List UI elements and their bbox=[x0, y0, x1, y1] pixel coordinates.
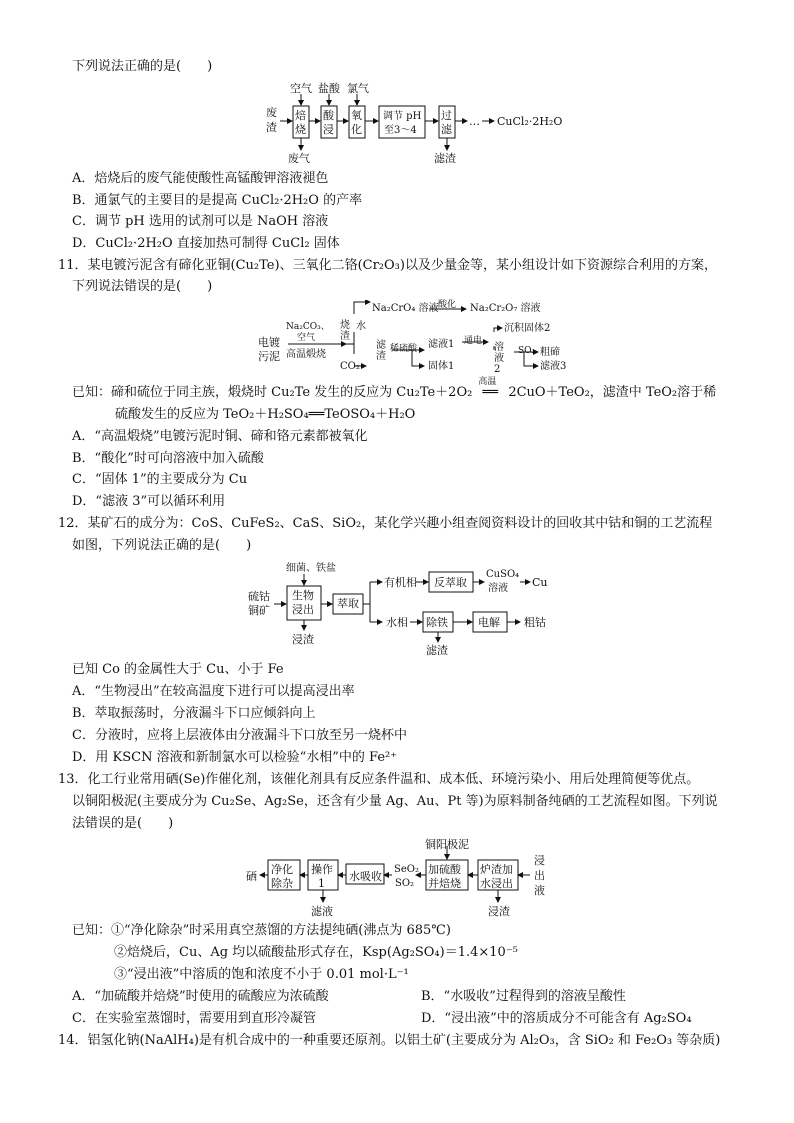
q11-shaozha: 烧渣 bbox=[340, 320, 350, 342]
q11-acidify: 酸化 bbox=[438, 300, 457, 310]
q11-known-1: 已知：碲和硫位于同主族，煅烧时 Cu₂Te 发生的反应为 Cu₂Te＋2O₂ 高温 ══ 2CuO＋TeO₂，滤渣中 TeO₂溶于稀 bbox=[72, 384, 716, 402]
q12-aqueous: 水相 bbox=[386, 616, 408, 629]
q13-option-d: D．“浸出液”中的溶质成分不可能含有 Ag₂SO₄ bbox=[421, 1011, 692, 1026]
q12-stem-2: 如图，下列说法正确的是( ) bbox=[72, 538, 252, 553]
q11-lvye3: 滤液3 bbox=[540, 361, 567, 372]
q10-input-air: 空气 bbox=[290, 82, 312, 95]
q14-stem: 14．铝氢化钠(NaAlH₄)是有机合成中的一种重要还原剂。以铝土矿(主要成分为 Al₂O₃，含 SiO₂ 和 Fe₂O₃ 等杂质) bbox=[58, 1033, 721, 1048]
q13-leach-residue: 浸渣 bbox=[488, 905, 510, 918]
q12-organic: 有机相 bbox=[384, 576, 417, 589]
q10-stem: 下列说法正确的是( ) bbox=[72, 59, 213, 74]
q13-gas-2: SO₂ bbox=[395, 878, 415, 889]
q12-start-1: 硫钴 bbox=[248, 590, 270, 603]
q12-stem-1: 12．某矿石的成分为：CoS、CuFeS₂、CaS、SiO₂，某化学兴趣小组查阅资料设计的回收其中钴和铜的工艺流程 bbox=[58, 516, 713, 531]
q13-op1-1: 操作 bbox=[311, 863, 333, 876]
q12-leach-residue: 浸渣 bbox=[292, 633, 314, 646]
q13-known-2: ②焙烧后，Cu、Ag 均以硫酸盐形式存在，Ksp(Ag₂SO₄)＝1.4×10⁻⁵ bbox=[114, 945, 518, 960]
q12-reagent: 细菌、铁盐 bbox=[286, 563, 336, 574]
svg-text:滤: 滤 bbox=[441, 123, 452, 136]
q10-option-d: D．CuCl₂·2H₂O 直接加热可制得 CuCl₂ 固体 bbox=[72, 236, 340, 251]
q10-option-a: A．焙烧后的废气能使酸性高锰酸钾溶液褪色 bbox=[72, 171, 329, 186]
q11-start-1: 电镀 bbox=[258, 336, 280, 349]
svg-text:酸: 酸 bbox=[323, 109, 334, 122]
svg-text:…: … bbox=[469, 115, 480, 128]
q13-leach-1: 炉渣加 bbox=[480, 863, 513, 876]
q11-electro: 通电 bbox=[464, 336, 483, 346]
q11-stem-1: 11．某电镀污泥含有碲化亚铜(Cu₂Te)、三氧化二铬(Cr₂O₃)以及少量金等，某小组设计如下资源综合利用的方案， bbox=[58, 258, 717, 273]
q11-option-c: C．“固体 1”的主要成分为 Cu bbox=[72, 472, 248, 487]
q11-dilute-acid: 稀硫酸 bbox=[390, 344, 418, 354]
q12-option-c: C．分液时，应将上层液体由分液漏斗下口放至另一烧杯中 bbox=[72, 728, 407, 743]
q12-cu: Cu bbox=[532, 576, 548, 589]
q11-cond-bottom: 高温煅烧 bbox=[286, 349, 326, 360]
q10-output-residue: 滤渣 bbox=[434, 152, 456, 165]
q13-stem-1: 13．化工行业常用硒(Se)作催化剂，该催化剂具有反应条件温和、成本低、环境污染小、用后处理简便等优点。 bbox=[58, 772, 700, 787]
q10-input-hcl: 盐酸 bbox=[318, 82, 340, 95]
q11-option-b: B．“酸化”时可向溶液中加入硫酸 bbox=[72, 451, 264, 466]
q10-option-c: C．调节 pH 选用的试剂可以是 NaOH 溶液 bbox=[72, 214, 329, 229]
q13-purify-1: 净化 bbox=[271, 863, 293, 876]
q13-leachate-3: 液 bbox=[534, 884, 545, 897]
q13-leachate-2: 出 bbox=[534, 869, 545, 882]
q13-gas-1: SeO₂ bbox=[394, 864, 419, 875]
q12-electrolysis: 电解 bbox=[478, 616, 500, 629]
q13-leach-2: 水浸出 bbox=[480, 877, 513, 890]
q10-start-2: 渣 bbox=[266, 121, 277, 134]
q11-cond-top: Na₂CO₃、空气 bbox=[286, 322, 330, 343]
q13-op1-2: 1 bbox=[318, 877, 325, 890]
q11-solid1: 固体1 bbox=[428, 361, 455, 372]
q13-stem-2: 以铜阳极泥(主要成分为 Cu₂Se、Ag₂Se，还含有少量 Ag、Au、Pt 等)为原料制备纯硒的工艺流程如图。下列说 bbox=[72, 794, 718, 809]
svg-text:焙: 焙 bbox=[295, 109, 306, 122]
q11-water: 水 bbox=[356, 321, 366, 332]
q12-known: 已知 Co 的金属性大于 Cu、小于 Fe bbox=[72, 662, 284, 677]
q11-known-2: 硫酸发生的反应为 TeO₂＋H₂SO₄══TeOSO₄＋H₂O bbox=[115, 407, 416, 422]
q11-option-d: D．“滤液 3”可以循环利用 bbox=[72, 494, 226, 509]
q10-start-1: 废 bbox=[266, 106, 277, 119]
q13-absorb: 水吸收 bbox=[349, 870, 382, 883]
q11-co2: CO₂ bbox=[340, 361, 360, 372]
q12-extract: 萃取 bbox=[337, 597, 359, 610]
q11-cond-high-temp: 高温 bbox=[478, 377, 497, 387]
q11-solution2: 溶液2 bbox=[494, 342, 504, 375]
svg-text:化: 化 bbox=[351, 123, 362, 136]
q13-source: 铜阳极泥 bbox=[425, 838, 469, 851]
q11-solid2: 沉积固体2 bbox=[504, 323, 551, 334]
q12-leach-1: 生物 bbox=[292, 589, 314, 602]
q13-stem-3: 法错误的是( ) bbox=[72, 816, 174, 831]
svg-text:调节 pH: 调节 pH bbox=[383, 111, 422, 122]
q13-known-1: 已知：①“净化除杂”时采用真空蒸馏的方法提纯硒(沸点为 685℃) bbox=[72, 923, 451, 938]
q12-filter-residue: 滤渣 bbox=[426, 644, 448, 657]
svg-text:过: 过 bbox=[441, 109, 452, 122]
svg-text:氧: 氧 bbox=[351, 109, 362, 122]
q12-option-d: D．用 KSCN 溶液和新制氯水可以检验“水相”中的 Fe²⁺ bbox=[72, 750, 398, 765]
q12-option-b: B．萃取振荡时，分液漏斗下口应倾斜向上 bbox=[72, 706, 316, 721]
q11-crude-te: 粗碲 bbox=[540, 347, 560, 358]
q13-known-3: ③“浸出液”中溶质的饱和浓度不小于 0.01 mol·L⁻¹ bbox=[114, 967, 409, 982]
q12-remove-fe: 除铁 bbox=[426, 616, 448, 629]
q12-cuso4-2: 溶液 bbox=[488, 583, 508, 594]
svg-text:至3～4: 至3～4 bbox=[384, 125, 417, 136]
q10-option-b: B．通氯气的主要目的是提高 CuCl₂·2H₂O 的产率 bbox=[72, 193, 363, 208]
q13-se: 硒 bbox=[246, 870, 257, 883]
q12-crude-co: 粗钴 bbox=[524, 616, 546, 629]
q13-roast-2: 并焙烧 bbox=[428, 877, 461, 890]
q13-leachate-1: 浸 bbox=[534, 854, 545, 867]
q13-option-c: C．在实验室蒸馏时，需要用到直形冷凝管 bbox=[72, 1011, 316, 1026]
q11-na2cr2o7: Na₂Cr₂O₇ 溶液 bbox=[470, 303, 541, 314]
q13-filtrate: 滤液 bbox=[311, 905, 333, 918]
q13-option-a: A．“加硫酸并焙烧”时使用的硫酸应为浓硫酸 bbox=[72, 989, 329, 1004]
q10-product: CuCl₂·2H₂O bbox=[497, 115, 563, 128]
q11-na2cro4: Na₂CrO₄ 溶液 bbox=[372, 303, 439, 314]
q11-so2: SO₂ bbox=[518, 346, 536, 356]
q13-purify-2: 除杂 bbox=[271, 877, 293, 890]
q11-stem-2: 下列说法错误的是( ) bbox=[72, 279, 213, 294]
svg-text:浸: 浸 bbox=[323, 123, 334, 136]
q12-back-extract: 反萃取 bbox=[434, 576, 467, 589]
q11-start-2: 污泥 bbox=[258, 350, 280, 363]
q12-option-a: A．“生物浸出”在较高温度下进行可以提高浸出率 bbox=[72, 684, 355, 699]
q10-output-gas: 废气 bbox=[288, 152, 310, 165]
q12-start-2: 铜矿 bbox=[248, 604, 270, 617]
q12-leach-2: 浸出 bbox=[292, 603, 314, 616]
q11-lvzha: 滤渣 bbox=[376, 340, 386, 362]
q13-roast-1: 加硫酸 bbox=[428, 863, 461, 876]
svg-text:烧: 烧 bbox=[295, 123, 306, 136]
q11-lvye1: 滤液1 bbox=[428, 339, 455, 350]
q13-option-b: B．“水吸收”过程得到的溶液呈酸性 bbox=[421, 989, 626, 1004]
q12-cuso4-1: CuSO₄ bbox=[486, 569, 520, 580]
q11-option-a: A．“高温煅烧”电镀污泥时铜、碲和铬元素都被氧化 bbox=[72, 429, 368, 444]
q10-input-cl2: 氯气 bbox=[347, 82, 369, 95]
